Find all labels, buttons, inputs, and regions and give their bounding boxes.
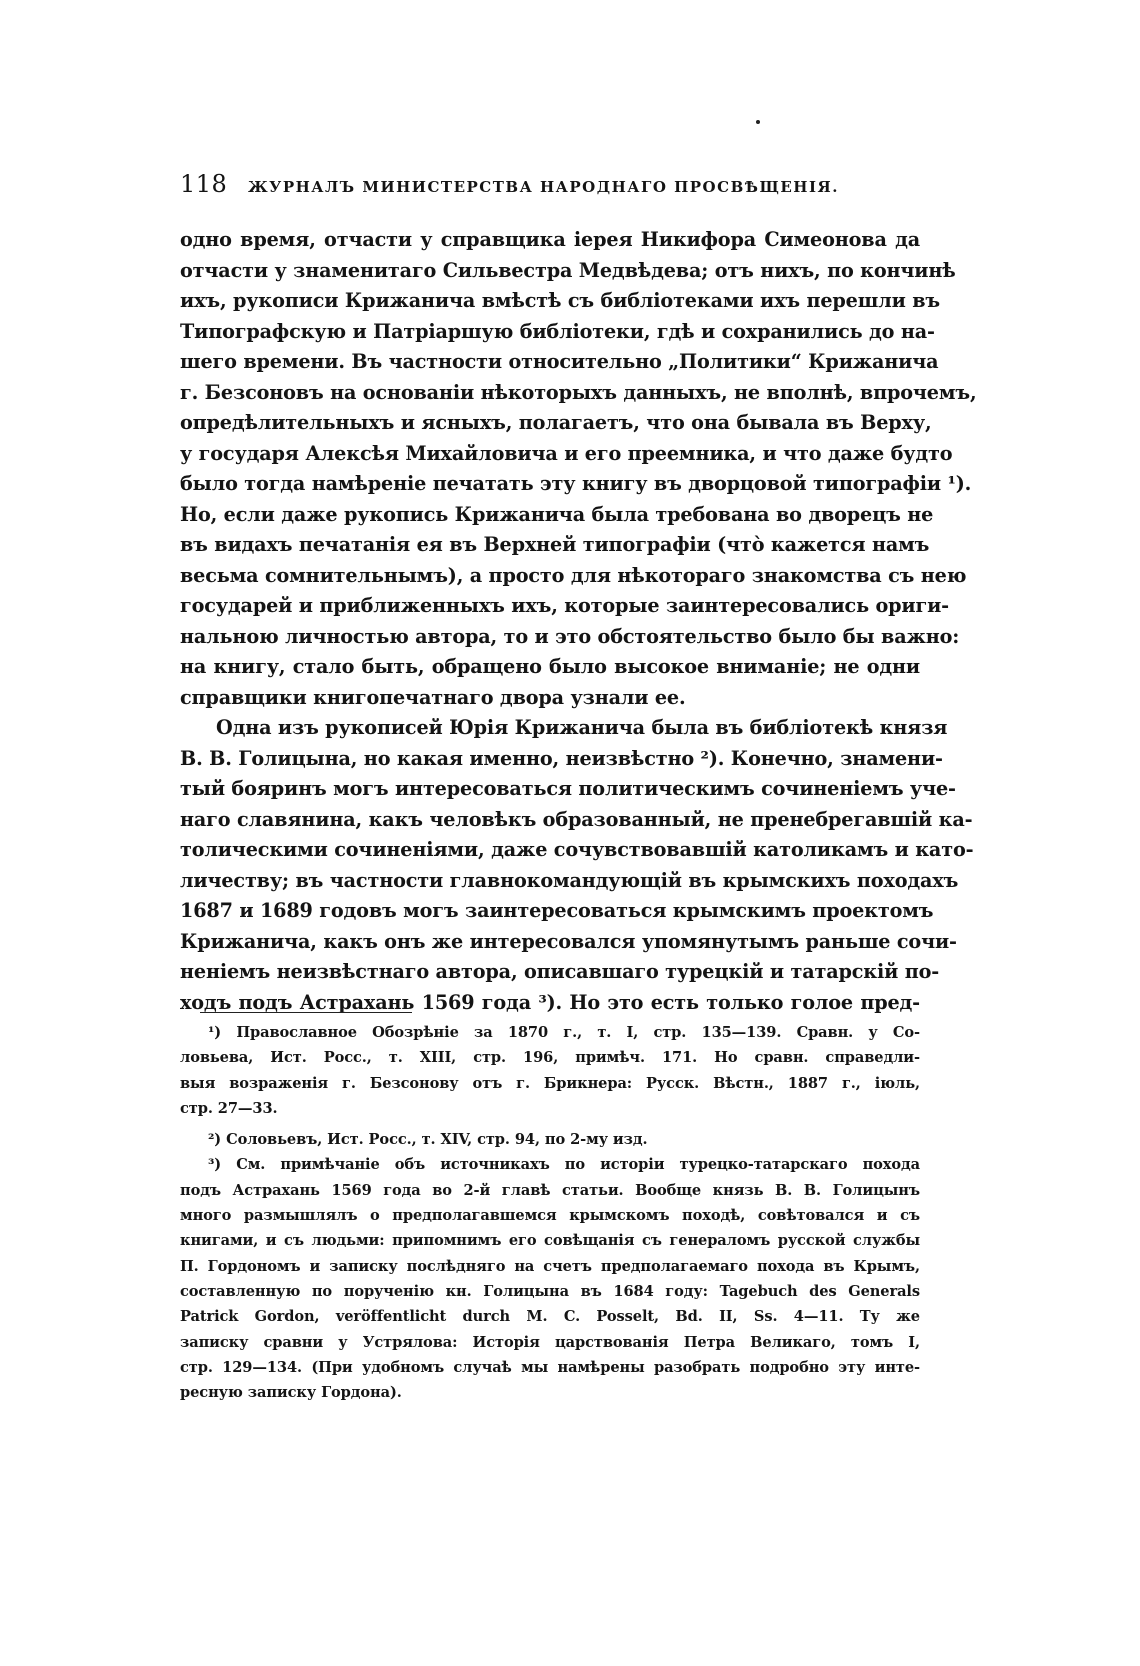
text-line: отчасти у знаменитаго Сильвестра Медвѣдева; отъ нихъ, по кончинѣ (180, 258, 956, 282)
text-line: неніемъ неизвѣстнаго автора, описавшаго турецкій и татарскій по- (180, 960, 940, 983)
footnote-line: книгами, и съ людьми: припомнимъ его совѣщанія съ генераломъ русской службы (180, 1232, 920, 1250)
footnote-line: ¹) Православное Обозрѣніе за 1870 г., т. I, стр. 135—139. Сравн. у Со- (208, 1024, 920, 1041)
text-line: Одна изъ рукописей Юрія Крижанича была въ библіотекѣ князя (216, 716, 948, 739)
page-number: 118 (180, 170, 228, 198)
text-line: наго славянина, какъ человѣкъ образованный, не пренебрегавшій ка- (180, 807, 973, 831)
footnote-line: Patrick Gordon, veröffentlicht durch M. C. Posselt, Bd. II, Ss. 4—11. Ту же (180, 1308, 920, 1326)
text-line: весьма сомнительнымъ), а просто для нѣкотораго знакомства съ нею (180, 563, 967, 587)
footnotes (180, 1020, 920, 1405)
text-line: одно время, отчасти у справщика іерея Никифора Симеонова да (180, 228, 920, 251)
text-line: государей и приближенныхъ ихъ, которые заинтересовались ориги- (180, 594, 949, 617)
text-line: толическими сочиненіями, даже сочувствовавшій католикамъ и като- (180, 838, 974, 861)
text-line: у государя Алексѣя Михайловича и его преемника, и что даже будто (180, 441, 953, 465)
text-line: шего времени. Въ частности относительно „Политики“ Крижанича (180, 350, 939, 373)
footnote-line: стр. 129—134. (При удобномъ случаѣ мы намѣрены разобрать подробно эту инте- (180, 1358, 920, 1376)
footnote-line: ловьева, Ист. Росс., т. XIII, стр. 196, примѣч. 171. Но сравн. справедли- (180, 1049, 920, 1067)
footnote-line: ресную записку Гордона). (180, 1384, 402, 1402)
text-line: г. Безсоновъ на основаніи нѣкоторыхъ данныхъ, не вполнѣ, впрочемъ, (180, 380, 977, 404)
footnote-line: составленную по порученію кн. Голицына въ 1684 году: Tagebuch des Generals (180, 1282, 920, 1300)
body-text (180, 225, 977, 1018)
text-line: на книгу, стало быть, обращено было высокое вниманіе; не одни (180, 655, 920, 678)
text-line: опредѣлительныхъ и ясныхъ, полагаетъ, что она бывала въ Верху, (180, 411, 932, 434)
running-head: ЖУРНАЛЪ МИНИСТЕРСТВА НАРОДНАГО ПРОСВѢЩЕНІЯ. (248, 178, 839, 196)
text-line: личеству; въ частности главнокомандующій въ крымскихъ походахъ (180, 868, 959, 892)
text-line: В. В. Голицына, но какая именно, неизвѣстно ²). Конечно, знамени- (180, 746, 943, 770)
print-speck (756, 120, 760, 124)
footnote-line: ²) Соловьевъ, Ист. Росс., т. XIV, стр. 94, по 2-му изд. (208, 1131, 648, 1149)
text-line: ихъ, рукописи Крижанича вмѣстѣ съ библіотеками ихъ перешли въ (180, 289, 940, 312)
footnote-line: выя возраженія г. Безсонову отъ г. Брикнера: Русск. Вѣстн., 1887 г., іюль, (180, 1074, 920, 1092)
text-line: Но, если даже рукопись Крижанича была требована во дворецъ не (180, 502, 934, 526)
footnote-line: подъ Астрахань 1569 года во 2-й главѣ статьи. Вообще князь В. В. Голицынъ (180, 1181, 920, 1199)
text-line: справщики книгопечатнаго двора узнали ее. (180, 685, 686, 709)
text-line: тый бояринъ могъ интересоваться политическимъ сочиненіемъ уче- (180, 777, 956, 800)
text-line: Типографскую и Патріаршую библіотеки, гдѣ и сохранились до на- (180, 319, 935, 343)
text-line: нальною личностью автора, то и это обстоятельство было бы важно: (180, 624, 960, 648)
text-line: было тогда намѣреніе печатать эту книгу въ дворцовой типографіи ¹). (180, 472, 972, 495)
text-line: ходъ подъ Астрахань 1569 года ³). Но это есть только голое пред- (180, 990, 920, 1014)
text-line: Крижанича, какъ онъ же интересовался упомянутымъ раньше сочи- (180, 929, 957, 953)
text-line: въ видахъ печатанія ея въ Верхней типографіи (что̀ кажется намъ (180, 533, 930, 556)
footnote-line: записку сравни у Устрялова: Исторія царствованія Петра Великаго, томъ I, (180, 1333, 920, 1351)
footnote-line: стр. 27—33. (180, 1099, 278, 1117)
footnote-divider (200, 1012, 412, 1013)
page-header (180, 170, 920, 206)
footnote-line: ³) См. примѣчаніе объ источникахъ по исторіи турецко-татарскаго похода (208, 1156, 920, 1174)
footnote-line: П. Гордономъ и записку послѣдняго на счетъ предполагаемаго похода въ Крымъ, (180, 1257, 920, 1275)
footnote-line: много размышлялъ о предполагавшемся крымскомъ походѣ, совѣтовался и съ (180, 1207, 920, 1225)
text-line: 1687 и 1689 годовъ могъ заинтересоваться крымскимъ проектомъ (180, 899, 934, 922)
